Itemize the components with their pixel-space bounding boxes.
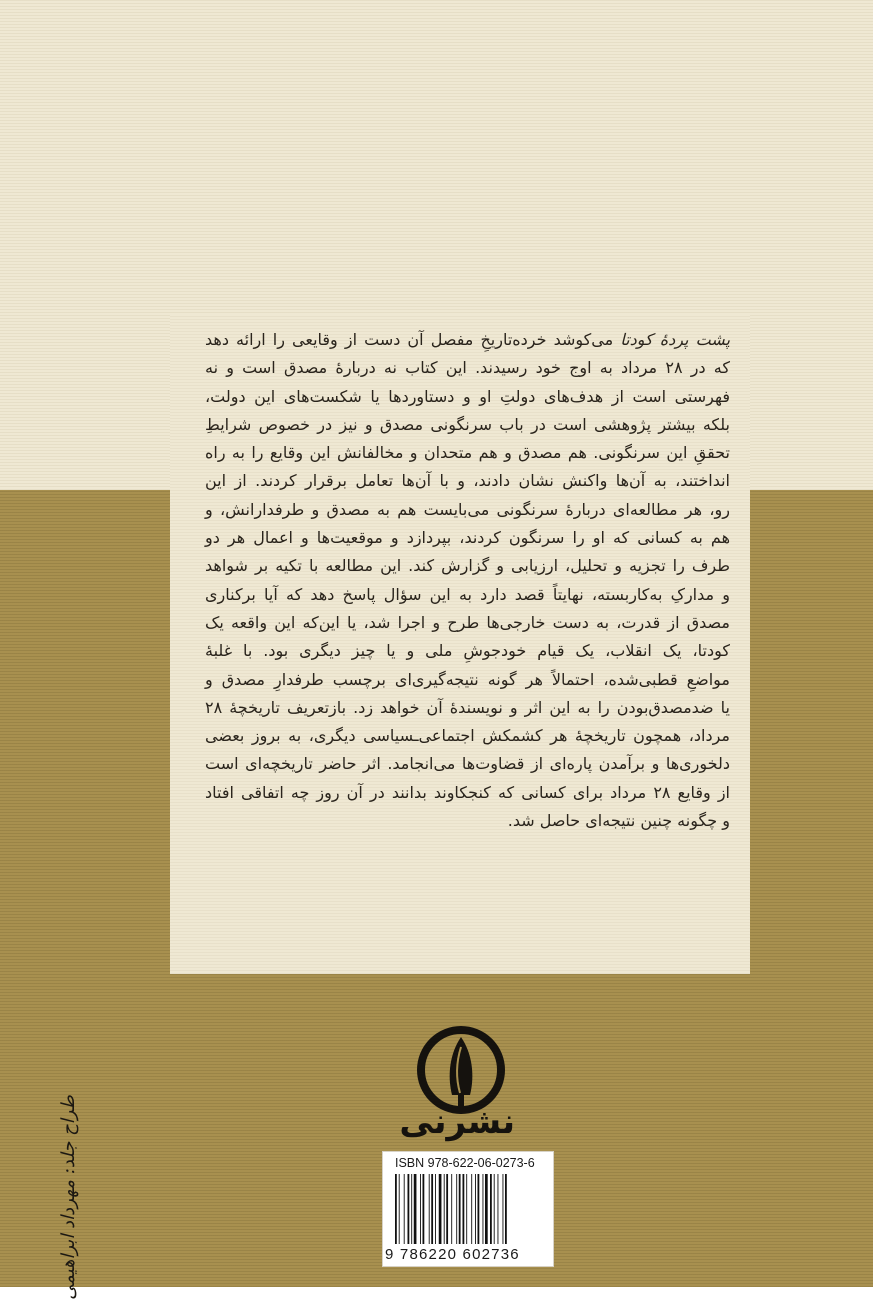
blurb-line: مصدق از قدرت، به دست خارجی‌ها طرح و اجرا شد، یا این‌که این واقعه یک bbox=[205, 612, 730, 632]
book-title-italic: پشت پردهٔ کودتا bbox=[620, 330, 731, 349]
barcode-bar bbox=[456, 1174, 457, 1244]
blurb-line: رو، هر مطالعه‌ای دربارهٔ سرنگونی می‌بایست هم به مصدق و طرفدارانش، و bbox=[205, 499, 730, 519]
blurb-line: فهرستی است از هدف‌های دولتِ او و دستاوردها یا شکست‌های این دولت، bbox=[205, 386, 730, 406]
blurb-line: دلخوری‌ها و برآمدن پاره‌ای از قضاوت‌ها می‌انجامد. اثر حاضر تاریخچه‌ای است bbox=[205, 754, 730, 774]
barcode-bar bbox=[395, 1174, 397, 1244]
barcode-bar bbox=[503, 1174, 504, 1244]
barcode-bar bbox=[485, 1174, 488, 1244]
barcode-bar bbox=[498, 1174, 499, 1244]
barcode-bar bbox=[459, 1174, 461, 1244]
blurb-line-last: و چگونه چنین نتیجه‌ای حاصل شد. bbox=[507, 811, 730, 831]
barcode-bar bbox=[483, 1174, 484, 1244]
barcode-bar bbox=[451, 1174, 452, 1244]
barcode-bar bbox=[463, 1174, 465, 1244]
blurb-line: مرداد، همچون تاریخچهٔ هر کشمکش اجتماعی‌ـسیاسی دیگری، به بروز بعضی bbox=[205, 726, 730, 746]
barcode-bar bbox=[478, 1174, 480, 1244]
cover-designer-signature: طراح جلد: مهرداد ابراهیمی bbox=[58, 1095, 79, 1300]
blurb-line-1-rest: می‌کوشد خرده‌تاریخِ مفصل آن دست از وقایعی را ارائه دهد bbox=[205, 330, 614, 349]
blurb-line: و مدارکِ به‌کاربسته، نهایتاً قصد دارد به این سؤال پاسخ دهد که آیا برکناری bbox=[205, 584, 730, 604]
barcode-bar bbox=[429, 1174, 430, 1244]
barcode-bar bbox=[471, 1174, 472, 1244]
barcode-bar bbox=[399, 1174, 400, 1244]
barcode-bar bbox=[494, 1174, 495, 1244]
blurb-line: یا ضدمصدق‌بودن را به این اثر و نویسندهٔ آن خواهد زد. بازتعریف تاریخچهٔ ۲۸ bbox=[205, 697, 730, 717]
blurb-line: که در ۲۸ مرداد به اوج خود رسیدند. این کتاب نه دربارهٔ مصدق است و نه bbox=[205, 358, 731, 378]
barcode-bar bbox=[466, 1174, 467, 1244]
isbn-number: ISBN 978-622-06-0273-6 bbox=[395, 1156, 535, 1170]
barcode-bar bbox=[490, 1174, 492, 1244]
blurb-line-1 bbox=[205, 326, 730, 354]
blurb-line: تحققِ این سرنگونی. هم مصدق و هم متحدان و مخالفانش این وقایع را به راه bbox=[205, 443, 730, 463]
barcode-bar bbox=[404, 1174, 405, 1244]
blurb-text bbox=[205, 326, 730, 835]
blurb-line: بلکه بیشتر پژوهشی است در باب سرنگونی مصدق و نیز در خصوص شرایطِ bbox=[205, 414, 730, 434]
isbn-barcode-label bbox=[382, 1151, 554, 1267]
barcode-bar bbox=[423, 1174, 425, 1244]
barcode-bar bbox=[411, 1174, 412, 1244]
blurb-line: کودتا، یک انقلاب، یک قیام خودجوشِ ملی و یا چیز دیگری بود. با غلبهٔ bbox=[205, 641, 730, 661]
barcode-bar bbox=[408, 1174, 410, 1244]
barcode-digits: 9 786220 602736 bbox=[385, 1246, 520, 1263]
blurb-line: هم به کسانی که او را سرنگون کردند، بپردازد و موقعیت‌ها و اعمال هر دو bbox=[205, 528, 730, 548]
blurb-line: از وقایع ۲۸ مرداد برای کسانی که کنجکاوند بدانند در آن روز چه اتفاقی افتاد bbox=[205, 782, 731, 802]
publisher-name: نشرنی bbox=[399, 1102, 515, 1142]
barcode-bar bbox=[444, 1174, 445, 1244]
barcode-bar bbox=[446, 1174, 448, 1244]
barcode-bar bbox=[475, 1174, 476, 1244]
blurb-line: طرف را تجزیه و تحلیل، ارزیابی و گزارش کند. این مطالعه با تکیه بر شواهد bbox=[205, 556, 730, 576]
blurb-line: انداختند، به آن‌ها واکنش نشان دادند، و با آن‌ها تعامل برقرار کردند. از این bbox=[205, 471, 730, 491]
barcode-bar bbox=[431, 1174, 433, 1244]
barcode-bar bbox=[435, 1174, 436, 1244]
barcode-bar bbox=[414, 1174, 417, 1244]
barcode-bar bbox=[420, 1174, 421, 1244]
barcode-bar bbox=[439, 1174, 442, 1244]
barcode-bars bbox=[393, 1174, 545, 1246]
blurb-line: مواضعِ قطبی‌شده، احتمالاً هر گونه نتیجه‌گیری‌ای برچسب طرفدارِ مصدق و bbox=[205, 669, 730, 689]
barcode-bar bbox=[505, 1174, 507, 1244]
